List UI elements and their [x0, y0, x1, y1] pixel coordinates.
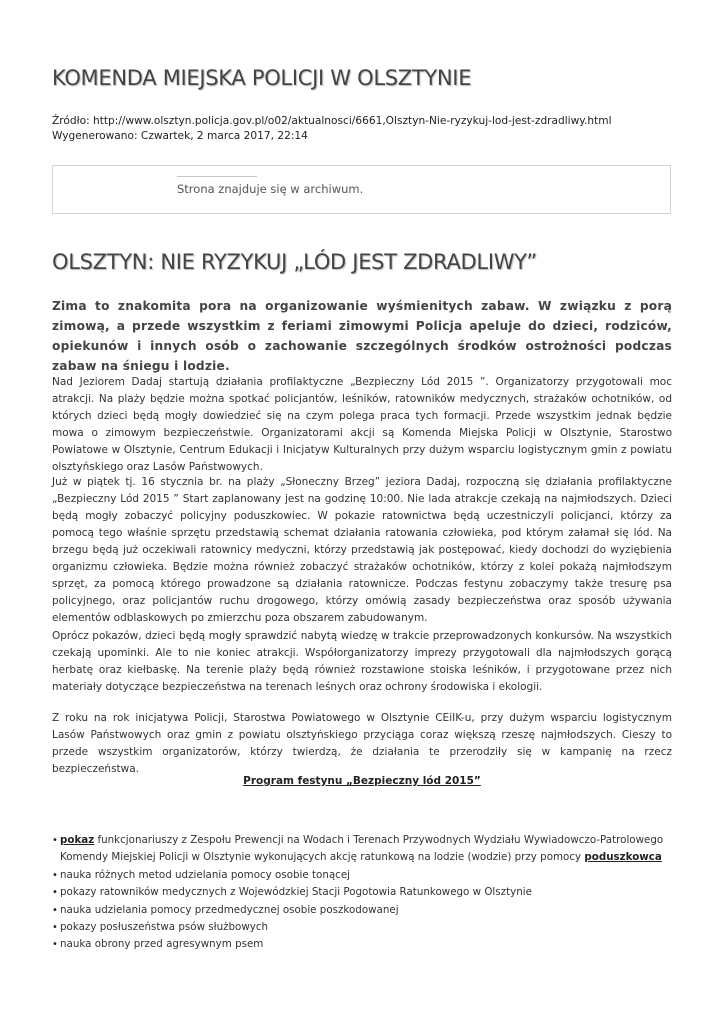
bullet-icon: • — [52, 887, 58, 899]
article-title: OLSZTYN: NIE RYZYKUJ „LÓD JEST ZDRADLIWY” — [52, 250, 537, 274]
article-paragraph-3: Oprócz pokazów, dzieci będą mogły sprawdzić nabytą wiedzę w trakcie przeprowadzonych konkursów. Na wszystkich czekają upominki. Ale to nie koniec atrakcji. Współorganizatorzy imprezy przygotowali dla najmłodszych gorącą herbatę oraz kiełbaskę. Na terenie plaży będą również rozstawione stoiska leśników, i przygotowane przez nich materiały dotyczące bezpieczeństwa na terenach leśnych oraz ochrony środowiska i ekologii. — [52, 630, 672, 693]
program-item-strong: pokaz — [60, 834, 95, 846]
program-item — [52, 902, 672, 919]
program-item — [52, 867, 672, 884]
article-lead: Zima to znakomita pora na organizowanie wyśmienitych zabaw. W związku z porą zimową, a przede wszystkim z feriami zimowymi Policja apeluje do dzieci, rodziców, opiekunów i innych osób o zachowanie szczególnych środków ostrożności podczas zabaw na śniegu i lodzie. — [52, 299, 672, 373]
program-item — [52, 884, 672, 901]
article-paragraph-1: Nad Jeziorem Dadaj startują działania profilaktyczne „Bezpieczny Lód 2015 ”. Organizatorzy przygotowali moc atrakcji. Na plaży będzie można spotkać policjantów, leśników, ratowników medycznych, strażaków ochotników, od których dzieci będą mogły dowiedzieć się na czym polega praca tych formacji. Przede wszystkim jednak będzie mowa o zimowym bezpieczeństwie. Organizatorami akcji są Komenda Miejska Policji w Olsztynie, Starostwo Powiatowe w Olsztynie, Centrum Edukacji i Inicjatyw Kulturalnych przy dużym wsparciu logistycznym gmin z powiatu olsztyńskiego oraz Lasów Państwowych. — [52, 376, 672, 473]
bullet-icon: • — [52, 922, 58, 934]
article-paragraph-2: Już w piątek tj. 16 stycznia br. na plaży „Słoneczny Brzeg” jeziora Dadaj, rozpoczną się działania profilaktyczne „Bezpieczny Lód 2015 ” Start zaplanowany jest na godzinę 10:00. Nie lada atrakcje czekają na najmłodszych. Dzieci będą mogły zobaczyć policyjny poduszkowiec. W pokazie ratownictwa będą uczestniczyli policjanci, którzy za pomocą tego właśnie sprzętu przedstawią schemat działania ratowania człowieka, pod którym załamał się lód. Na brzegu będą już oczekiwali ratownicy medyczni, którzy przedstawią jak postępować, kiedy dochodzi do wyziębienia organizmu człowieka. Będzie można również zobaczyć strażaków ochotników, którzy z kolei pokażą najmłodszym sprzęt, za pomocą którego prowadzone są działania ratownicze. Podczas festynu zobaczymy także tresurę psa policyjnego, oraz policjantów ruchu drogowego, którzy omówią zasady bezpieczeństwa oraz sposób używania elementów odblaskowych po zmierzchu poza obszarem zabudowanym. — [52, 476, 672, 624]
archive-notice-box — [52, 165, 671, 214]
generated-line: Wygenerowano: Czwartek, 2 marca 2017, 22:14 — [52, 129, 308, 142]
program-item-text: pokazy ratowników medycznych z Wojewódzkiej Stacji Pogotowia Ratunkowego w Olsztynie — [60, 886, 532, 899]
program-item — [52, 936, 672, 953]
program-item-strong-end: poduszkowca — [584, 851, 662, 864]
document-meta — [52, 114, 612, 143]
bullet-icon: • — [52, 939, 58, 951]
program-item-text: funkcjonariuszy z Zespołu Prewencji na Wodach i Terenach Przywodnych Wydziału Wywiadowczo-Patrolowego Komendy Miejskiej Policji w Olsztynie wykonujących akcję ratunkową na lodzie (wodzie) przy pomocy — [60, 834, 664, 864]
program-item-text: nauka udzielania pomocy przedmedycznej osobie poszkodowanej — [60, 903, 399, 916]
archive-divider — [177, 176, 257, 177]
bullet-icon: • — [52, 869, 58, 881]
program-item — [52, 832, 672, 867]
archive-notice: Strona znajduje się w archiwum. — [177, 182, 364, 196]
program-item — [52, 919, 672, 936]
program-list — [52, 832, 672, 954]
source-line: Źródło: http://www.olsztyn.policja.gov.pl/o02/aktualnosci/6661,Olsztyn-Nie-ryzykuj-lod-jest-zdradliwy.html — [52, 115, 612, 127]
bullet-icon: • — [52, 904, 58, 916]
program-item-text: pokazy posłuszeństwa psów służbowych — [60, 921, 269, 934]
program-item-text: nauka różnych metod udzielania pomocy osobie tonącej — [60, 868, 351, 881]
article-paragraph-4: Z roku na rok inicjatywa Policji, Starostwa Powiatowego w Olsztynie CEiIK-u, przy dużym wsparciu logistycznym Lasów Państwowych oraz gmin z powiatu olsztyńskiego przyciąga coraz większą rzeszę najmłodszych. Cieszy to przede wszystkim organizatorów, którzy twierdzą, że działania te przerodziły się w kampanię na rzecz bezpieczeństwa. — [52, 712, 672, 775]
program-item-text: nauka obrony przed agresywnym psem — [60, 938, 264, 951]
site-title: KOMENDA MIEJSKA POLICJI W OLSZTYNIE — [52, 66, 472, 90]
program-heading: Program festynu „Bezpieczny lód 2015” — [243, 775, 481, 787]
bullet-icon: • — [52, 835, 58, 846]
